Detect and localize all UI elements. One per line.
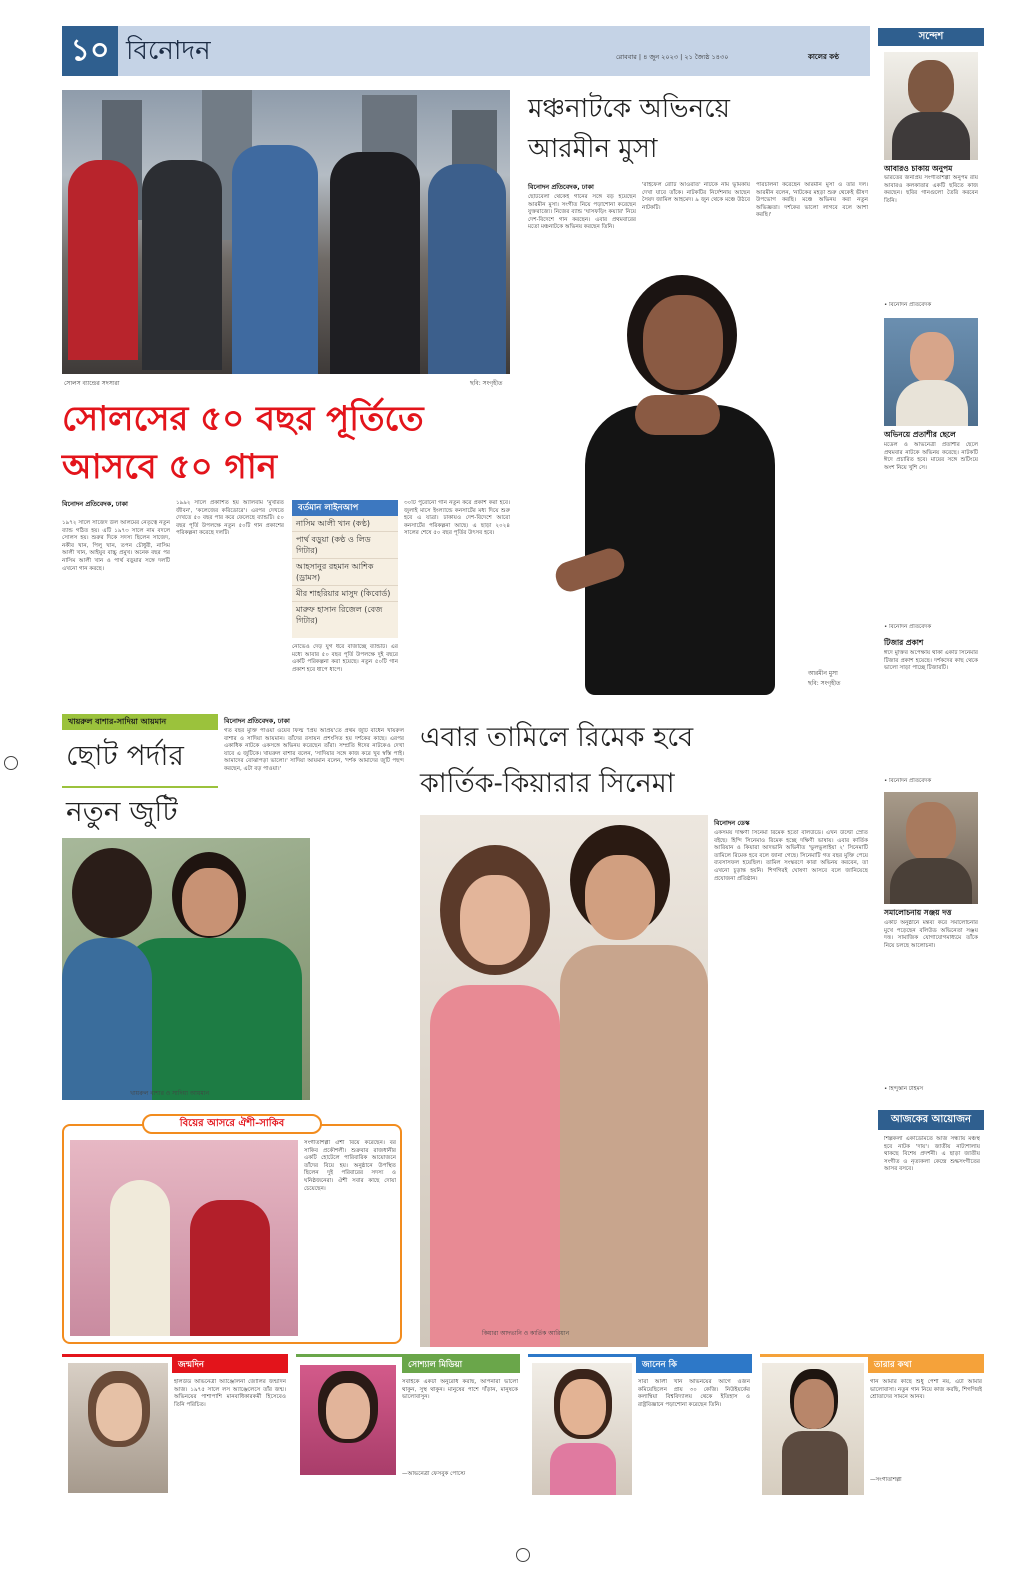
armeen-photo-caption: আরমীন মুসা [808, 670, 838, 677]
didyouknow-title: জানেন কি [636, 1357, 752, 1373]
sidebar-title: সন্দেশ [878, 28, 984, 46]
birthday-body: হলিউড অভিনেত্রী অ্যাঞ্জেলিনা জোলির জন্মদিন আজ। ১৯৭৫ সালে লস অ্যাঞ্জেলেসে তাঁর জন্ম। অভিনয়ের পাশাপাশি মানবাধিকারকর্মী হিসেবেও তিনি পরিচিত। [174, 1379, 286, 1408]
page-number: ১০ [62, 26, 118, 76]
paper-name: কালের কণ্ঠ [808, 53, 839, 61]
event-title: আজকের আয়োজন [878, 1110, 984, 1130]
lineup-item: নাসিম আলী খান (কণ্ঠ) [292, 516, 398, 532]
tv-headline-line1: ছোট পর্দার [66, 739, 184, 772]
lineup-item: পার্থ বড়ুয়া (কণ্ঠ ও লিড গিটার) [292, 532, 398, 559]
bottom-box-social [296, 1354, 520, 1496]
souls-band-photo [62, 90, 510, 374]
boy-photo [884, 318, 978, 426]
sidebar-credit: • বিনোদন প্রতিবেদক [884, 778, 932, 784]
sanjay-dutt-photo [884, 792, 978, 904]
tv-byline: বিনোদন প্রতিবেদক, ঢাকা [224, 717, 290, 725]
social-photo [300, 1365, 396, 1475]
lineup-title: বর্তমান লাইনআপ [292, 500, 398, 516]
jolie-photo [68, 1363, 168, 1493]
bottom-box-birthday [62, 1354, 288, 1496]
bottom-box-starquote [760, 1354, 984, 1496]
armeen-body-col1: ছোটবেলা থেকেই গানের সঙ্গে বড় হয়েছেন আরমীন মুসা। সংগীত নিয়ে পড়াশোনা করেছেন যুক্তরাজ্যে। নিজের ব্যান্ড 'ঘাসফড়িং কয়্যার' নিয়ে দেশ-বিদেশে গান করছেন। এবার প্রথমবারের মতো মঞ্চনাটকে অভিনয় করছেন তিনি। [528, 194, 636, 231]
souls-body-col4: ৩০টি পুরোনো গান নতুন করে প্রকাশ করা হবে। জুলাই মাসে ইংল্যান্ডে কনসার্টের মধ্য দিয়ে শুরু হবে এ যাত্রা। ঢাকায়ও দেশ-বিদেশে আরো কনসার্টের পরিকল্পনা আছে। এ ছাড়া ২০২৪ সালের শেষে ৫০ বছর পূর্তির উৎসব হবে। [404, 500, 510, 537]
anupam-photo [884, 52, 978, 160]
lineup-item: মীর শাহরিয়ার মাসুদ (কিবোর্ড) [292, 586, 398, 602]
armeen-body-col3: পরিচালনা করেছেন আরমীন মুসা ও তাঁর দল। আরমীন বলেন, 'নাটকের মহড়া শুরু থেকেই ভীষণ উপভোগ করছি। মঞ্চে অভিনয় করা নতুন অভিজ্ঞতা। দর্শকের ভালো লাগবে বলে আশা করছি।' [756, 182, 868, 219]
registration-mark-left [4, 756, 18, 770]
social-credit: —অভিনেত্রী ফেসবুক পোস্টে [402, 1471, 466, 1477]
tamil-headline-line1: এবার তামিলে রিমেক হবে [420, 722, 694, 753]
wedding-title: বিয়ের আসরে ঐশী-সাকিব [142, 1114, 322, 1134]
souls-photo-caption: সোলস ব্যান্ডের সদস্যরা [64, 380, 120, 387]
armeen-byline: বিনোদন প্রতিবেদক, ঢাকা [528, 183, 594, 191]
tamil-headline-line2: কার্তিক-কিয়ারার সিনেমা [420, 768, 675, 799]
tv-story-tag: খায়রুল বাশার-সাদিয়া আয়মান [62, 714, 218, 730]
birthday-title: জন্মদিন [172, 1357, 288, 1373]
sidebar-heading: সমালোচনায় সঞ্জয় দত্ত [884, 908, 952, 917]
armeen-headline-line2: আরমীন মুসা [528, 134, 658, 164]
souls-headline-line1: সোলসের ৫০ বছর পূর্তিতে [62, 399, 424, 439]
lineup-box [292, 500, 398, 638]
armeen-photo-credit: ছবি: সংগৃহীত [808, 680, 841, 687]
tamil-body: একসময় দক্ষিণী সিনেমা রিমেক হতো বলিউডে। এখন উল্টো স্রোত বইছে। হিন্দি সিনেমাও রিমেক হচ্ছে দক্ষিণী ভাষায়। এবার কার্তিক আরিয়ান ও কিয়ারা আদভানি অভিনীত 'ভুলভুলাইয়া ২' সিনেমাটি তামিলে রিমেক হবে বলে জানা গেছে। সিনেমাটি গত বছর মুক্তি পেয়ে ব্যবসাসফল হয়েছিল। তামিল সংস্করণে কারা অভিনয় করবেন, তা এখনো চূড়ান্ত হয়নি। শিগগিরই ঘোষণা আসবে বলে জানিয়েছে প্রযোজনা প্রতিষ্ঠান। [714, 830, 868, 882]
registration-mark-bottom [516, 1548, 530, 1562]
sidebar-credit: • বিনোদন প্রতিবেদক [884, 624, 932, 630]
sidebar-credit: • হিন্দুস্তান টাইমস [884, 1086, 924, 1092]
social-title: সোশ্যাল মিডিয়া [402, 1357, 520, 1373]
tamil-byline: বিনোদন ডেস্ক [714, 819, 750, 827]
event-body: শিল্পকলা একাডেমিতে আজ সন্ধ্যায় মঞ্চস্থ হবে নাটক 'দায়'। জাতীয় নাট্যশালায় থাকছে বিশেষ প্রদর্শনী। এ ছাড়া জাতীয় সংগীত ও নৃত্যকলা কেন্দ্রে শুদ্ধসংগীতের আসর বসবে। [884, 1136, 980, 1173]
tamil-photo [420, 815, 708, 1347]
starquote-body: গান আমার কাছে শুধু পেশা নয়, এটা আমার ভালোবাসা। নতুন গান নিয়ে কাজ করছি, শিগগিরই শ্রোতাদের সামনে আনব। [870, 1379, 982, 1401]
lineup-item: মারুফ হাসান রিজেল (বেজ গিটার) [296, 605, 383, 625]
souls-body-col3: নোভেও দেড় যুগ ধরে বাজাচ্ছে ব্যান্ডটি। এর মধ্যে আবার ৫০ বছর পূর্তি উপলক্ষে দুই বছরে একটি পরিকল্পনা করা হয়েছে। নতুন ৫০টি গান প্রকাশ হবে ধাপে ধাপে। [292, 644, 398, 673]
tv-body: গত বছর মুক্তি পাওয়া ওয়েব ফিল্ম 'প্রিয় অপ্রিয়'তে প্রথম জুটি বাঁধেন খায়রুল বাশার ও সাদিয়া আয়মান। তাঁদের রসায়ন প্রশংসিত হয় দর্শকের কাছে। এরপর একাধিক নাটকে একসঙ্গে অভিনয় করেছেন তাঁরা। সম্প্রতি ঈদের নাটকেও দেখা যাবে এ জুটিকে। খায়রুল বাশার বলেন, 'সাদিয়ার সঙ্গে কাজ করে খুব স্বস্তি পাই। আমাদের বোঝাপড়া ভালো।' সাদিয়া আয়মান বলেন, 'দর্শক আমাদের জুটি পছন্দ করছেন, এটা বড় পাওয়া।' [224, 728, 404, 772]
tv-photo-caption: খায়রুল বাশার ও সাদিয়া আয়মান [130, 1090, 210, 1097]
souls-body-col2: ১৯৯২ সালে প্রকাশিত হয় অ্যালবাম 'মুখরিত জীবন', 'কলেজের করিডোরে'। এরপর দেখতে দেখতে ৫০ বছর পার করে ফেলেছে ব্যান্ডটি। ৫০ বছর পূর্তি উপলক্ষে নতুন ৫০টি গান প্রকাশের পরিকল্পনা করেছে দলটি। [176, 500, 284, 537]
tamil-photo-caption: কিয়ারা আদভানি ও কার্তিক আরিয়ান [482, 1330, 570, 1337]
souls-photo-credit: ছবি: সংগৃহীত [470, 380, 503, 387]
starquote-title: তারার কথা [868, 1357, 984, 1373]
souls-byline: বিনোদন প্রতিবেদক, ঢাকা [62, 500, 128, 508]
wedding-photo [70, 1140, 298, 1336]
sara-photo [532, 1363, 632, 1495]
sidebar-body: ভারতের জনপ্রিয় সংগীতশিল্পী অনুপম রায় আবারও কলকাতার একটি ছবিতে কাজ করছেন। ছবির গানগুলো তৈরি করবেন তিনি। [884, 175, 978, 204]
armeen-photo [545, 255, 840, 695]
section-title: বিনোদন [126, 36, 211, 66]
tv-headline-line2: নতুন জুটি [66, 795, 178, 828]
starquote-credit: —সংগীতশিল্পী [870, 1477, 902, 1483]
souls-headline-line2: আসবে ৫০ গান [62, 447, 277, 487]
sidebar-heading: অভিনয়ে প্রতাশীর ছেলে [884, 430, 956, 439]
sidebar-credit: • বিনোদন প্রতিবেদক [884, 302, 932, 308]
lineup-item: আহসানুর রহমান আশিক (ড্রামস) [292, 559, 398, 586]
souls-body-col1: ১৯৭২ সালে সাজেদ উল আলমের নেতৃত্বে নতুন ব্যান্ড গঠিত হয়। এটি ১৯৭৩ সালে নাম বদলে সোলস হয়। শুরুর দিকে সদস্য ছিলেন সাজেদ, নকীব খান, পিলু খান, তপন চৌধুরী, নাসিম আলী খান, আইয়ুব বাচ্চু প্রমুখ। অনেক বছর পর নাসিম আলী খান ও পার্থ বড়ুয়ার সঙ্গে দলটি এখনো গান করছে। [62, 520, 170, 572]
wedding-body: সংগীতশিল্পী ঐশী বিয়ে করেছেন। বর সাকিব প্রকৌশলী। শুক্রবার রাজধানীর একটি হোটেলে পারিবারিক আয়োজনে তাঁদের বিয়ে হয়। অনুষ্ঠানে উপস্থিত ছিলেন দুই পরিবারের সদস্য ও ঘনিষ্ঠজনেরা। ঐশী সবার কাছে দোয়া চেয়েছেন। [304, 1140, 396, 1192]
sidebar-heading: আবারও চাকায় অনুপম [884, 164, 953, 173]
singer-photo [762, 1363, 864, 1495]
dateline: রোববার | ৪ জুন ২০২৩ | ২১ জ্যৈষ্ঠ ১৪৩০ [616, 53, 729, 61]
armeen-body-col2: 'রাইফেল রোটি আওরাত' নাটকে নাম ভূমিকায় দেখা যাবে তাঁকে। নাটকটির নির্দেশনায় আছেন সৈয়দ জামিল আহমেদ। ৯ জুন থেকে মঞ্চে উঠবে নাটকটি। [642, 182, 750, 211]
bottom-box-didyouknow [528, 1354, 752, 1496]
sidebar-body: ঈদে মুক্তির অপেক্ষায় থাকা একটি সিনেমার টিজার প্রকাশ হয়েছে। দর্শকদের কাছ থেকে ভালো সাড়া পাচ্ছে টিজারটি। [884, 650, 978, 672]
didyouknow-body: সারা আলী খান অভিনয়ের আগে ওজন কমিয়েছিলেন প্রায় ৩০ কেজি। নিউইয়র্কের কলাম্বিয়া বিশ্ববিদ্যালয় থেকে ইতিহাস ও রাষ্ট্রবিজ্ঞানে পড়াশোনা করেছেন তিনি। [638, 1379, 750, 1408]
sidebar-heading: টিজার প্রকাশ [884, 638, 924, 647]
social-body: সবাইকে একটা অনুরোধ করছি, আপনারা ভালো থাকুন, সুস্থ থাকুন। মানুষের পাশে দাঁড়ান, মানুষকে ভালোবাসুন। [402, 1379, 518, 1401]
sidebar-body: মডেল ও অভিনেত্রী প্রতাশীর ছেলে প্রথমবার নাটকে অভিনয় করেছে। নাটকটি ঈদে প্রচারিত হবে। মায়ের সঙ্গে শুটিংয়ে অংশ নিয়ে খুশি সে। [884, 442, 978, 471]
armeen-headline-line1: মঞ্চনাটকে অভিনয়ে [528, 94, 730, 124]
sidebar-body: একটি অনুষ্ঠানে মন্তব্য করে সমালোচনার মুখে পড়েছেন বলিউড অভিনেতা সঞ্জয় দত্ত। সামাজিক যোগাযোগমাধ্যমে তাঁকে নিয়ে চলছে আলোচনা। [884, 920, 978, 949]
